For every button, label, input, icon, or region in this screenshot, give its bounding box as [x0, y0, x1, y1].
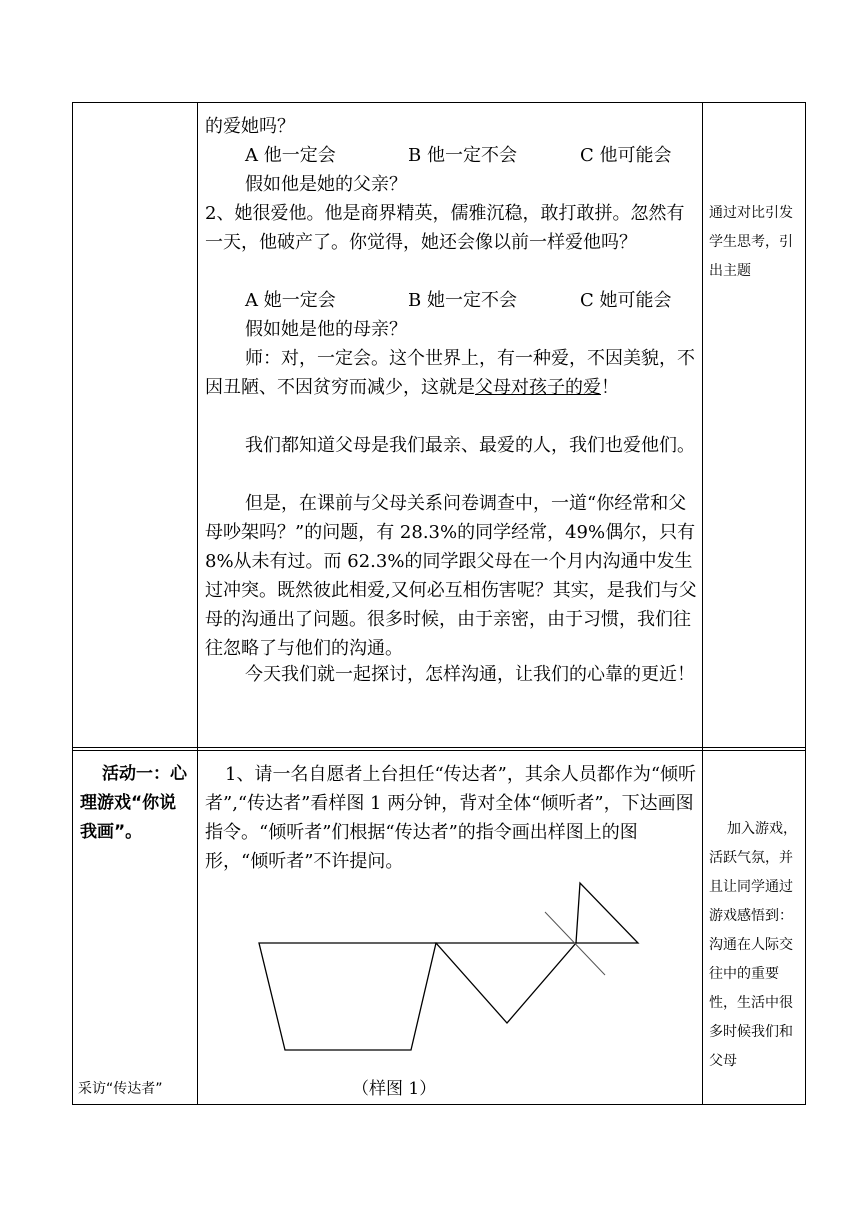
q1-option-a: A 他一定会	[245, 145, 336, 166]
figure-caption: （样图 1）	[352, 1079, 437, 1099]
column-divider-1	[197, 102, 198, 1105]
teacher-remark-text: 师：对，一定会。这个世界上，有一种爱，不因美貌，不因丑陋、不因贫穷而减少，这就是	[205, 348, 695, 398]
row1-design-note: 通过对比引发学生思考，引出主题	[709, 205, 793, 279]
table-right-border	[805, 102, 806, 1105]
figure-triangle-small	[576, 883, 638, 943]
table-left-border	[72, 102, 73, 1105]
activity-title: 活动一：心理游戏“你说我画”。	[80, 764, 187, 842]
q1-option-b: B 他一定不会	[408, 145, 517, 166]
table-top-border	[72, 102, 806, 103]
table-bottom-border	[72, 1104, 806, 1105]
interview-label: 采访“传达者”	[78, 1081, 163, 1097]
teacher-remark	[205, 344, 700, 402]
q2-option-a: A 她一定会	[245, 290, 336, 311]
column-divider-2	[702, 102, 703, 1105]
question-continuation: 的爱她吗？	[205, 116, 295, 137]
q1-option-c: C 他可能会	[580, 145, 672, 166]
row-divider	[72, 747, 806, 748]
row-divider-double	[72, 750, 806, 751]
q2-option-b: B 她一定不会	[408, 290, 517, 311]
activity-instructions: 1、请一名自愿者上台担任“传达者”，其余人员都作为“倾听者”,“传达者”看样图 1 两分钟，背对全体“倾听者”，下达画图指令。“倾听者”们根据“传达者”的指令画出样图上的图形，“倾听者”不许提问。	[205, 764, 697, 872]
love-paragraph: 我们都知道父母是我们最亲、最爱的人，我们也爱他们。	[245, 435, 695, 456]
row2-design-note: 加入游戏，活跃气氛，并且让同学通过游戏感悟到：沟通在人际交往中的重要性，生活中很多时候我们和父母	[709, 821, 797, 1069]
figure-trapezoid	[259, 943, 436, 1050]
q2-option-c: C 她可能会	[580, 290, 672, 311]
today-paragraph: 今天我们就一起探讨，怎样沟通，让我们的心靠的更近！	[245, 664, 695, 685]
q1-followup: 假如他是她的父亲？	[245, 174, 407, 195]
teacher-remark-end: ！	[601, 377, 619, 398]
question-2: 2、她很爱他。他是商界精英，儒雅沉稳，敢打敢拼。忽然有一天，他破产了。你觉得，她还会像以前一样爱他吗？	[205, 203, 685, 253]
sample-figure-1	[250, 880, 650, 1080]
teacher-remark-underlined: 父母对孩子的爱	[475, 377, 601, 398]
q2-followup: 假如她是他的母亲？	[245, 319, 407, 340]
figure-triangle-down	[436, 943, 576, 1023]
survey-paragraph: 但是，在课前与父母关系问卷调查中，一道“你经常和父母吵架吗？”的问题，有 28.3%的同学经常，49%偶尔，只有 8%从未有过。而 62.3%的同学跟父母在一个月内沟通中发生过冲突。既然彼此相爱,又何必互相伤害呢？其实，是我们与父母的沟通出了问题。很多时候，由于亲密，由于习惯，我们往往忽略了与他们的沟通。	[205, 493, 697, 659]
